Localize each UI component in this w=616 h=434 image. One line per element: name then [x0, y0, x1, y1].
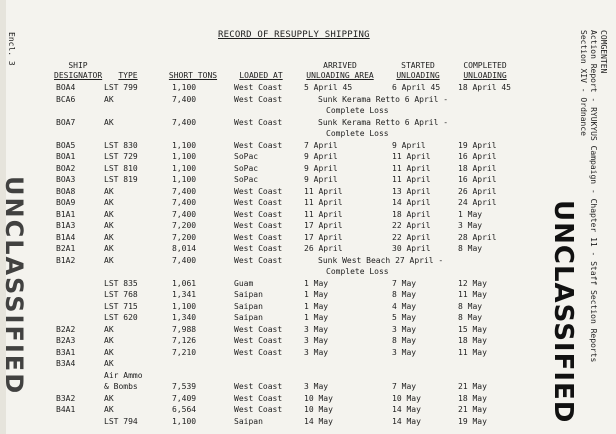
table-cell-loaded: West Coast [234, 209, 283, 219]
table-cell-type: AK [104, 198, 114, 207]
table-cell-arrived: 1 May [304, 313, 329, 322]
table-cell-tons: 1,061 [172, 278, 197, 288]
table-cell-arrived: 3 May [304, 382, 329, 391]
table-cell-type: LST 620 [104, 313, 138, 322]
table-cell-loaded: Saipan [234, 416, 263, 426]
table-cell-started: 4 May [392, 301, 417, 311]
table-cell-arrived: Complete Loss [326, 129, 389, 138]
table-cell-loaded: SoPac [234, 163, 259, 173]
table-cell-type: LST 799 [104, 83, 138, 92]
table-cell-tons: 1,100 [172, 416, 197, 426]
table-cell-started: 14 April [392, 198, 431, 207]
table-cell-loaded: West Coast [234, 232, 283, 242]
table-cell-designator: BOA3 [56, 175, 76, 184]
table-cell-type: AK [104, 347, 114, 357]
table-cell-tons: 7,539 [172, 382, 197, 391]
table-cell-arrived: 1 May [304, 290, 329, 299]
table-cell-designator: B1A4 [56, 232, 76, 242]
table-cell-tons: 1,100 [172, 163, 197, 173]
table-cell-started: 11 April [392, 175, 431, 184]
table-cell-completed: 11 May [458, 347, 487, 357]
table-cell-tons: 1,100 [172, 175, 197, 184]
table-cell-started: 22 April [392, 232, 431, 242]
table-cell-type: LST 768 [104, 290, 138, 299]
table-cell-tons: 7,400 [172, 255, 197, 265]
table-cell-tons: 7,210 [172, 347, 197, 357]
table-cell-arrived: 7 April [304, 140, 338, 150]
table-cell-tons: 1,340 [172, 313, 197, 322]
table-cell-loaded: West Coast [234, 393, 283, 403]
table-cell-loaded: West Coast [234, 83, 283, 92]
side-heading: COMGENTEN [599, 30, 608, 74]
table-cell-completed: 19 May [458, 416, 487, 426]
table-cell-started: 18 April [392, 209, 431, 219]
table-cell-type: LST 835 [104, 278, 138, 288]
enclosure-label: Encl. 3 [7, 32, 16, 66]
table-cell-type: AK [104, 324, 114, 334]
table-cell-loaded: Guam [234, 278, 254, 288]
table-cell-arrived: 17 April [304, 232, 343, 242]
table-cell-loaded: Saipan [234, 301, 263, 311]
header-ship-line1: SHIP [68, 61, 88, 70]
table-cell-started: 14 May [392, 405, 421, 414]
table-cell-loaded: West Coast [234, 186, 283, 196]
table-cell-type: LST 729 [104, 152, 138, 161]
table-cell-completed: 8 May [458, 244, 483, 253]
header-ship-line2: DESIGNATOR [54, 71, 103, 80]
table-cell-designator: B3A1 [56, 347, 76, 357]
table-cell-started: 13 April [392, 186, 431, 196]
table-cell-completed: 18 May [458, 393, 487, 403]
table-cell-type: LST 794 [104, 416, 138, 426]
table-cell-arrived: 17 April [304, 221, 343, 230]
table-cell-tons: 7,988 [172, 324, 197, 334]
table-cell-tons: 8,014 [172, 244, 197, 253]
table-cell-tons: 7,409 [172, 393, 197, 403]
header-loaded-at-label: LOADED AT [239, 71, 283, 80]
table-cell-completed: 21 May [458, 405, 487, 414]
table-cell-started: 3 May [392, 347, 417, 357]
table-cell-completed: 1 May [458, 209, 483, 219]
table-cell-completed: 28 April [458, 232, 497, 242]
table-cell-started: 7 May [392, 278, 417, 288]
table-cell-designator: B2A1 [56, 244, 76, 253]
table-cell-loaded: West Coast [234, 324, 283, 334]
table-cell-arrived: 26 April [304, 244, 343, 253]
table-cell-started: 5 May [392, 313, 417, 322]
table-cell-started: 9 April [392, 140, 426, 150]
table-cell-tons: 1,100 [172, 152, 197, 161]
table-cell-arrived: 3 May [304, 347, 329, 357]
table-cell-loaded: West Coast [234, 255, 283, 265]
table-cell-loaded: West Coast [234, 94, 283, 104]
header-completed-line1: COMPLETED [463, 61, 507, 70]
table-cell-loaded: Saipan [234, 313, 263, 322]
table-cell-type: LST 819 [104, 175, 138, 184]
table-cell-designator: BCA6 [56, 94, 76, 104]
table-cell-type: & Bombs [104, 382, 138, 391]
table-cell-loaded: West Coast [234, 244, 283, 253]
table-cell-loaded: West Coast [234, 382, 283, 391]
table-cell-type: AK [104, 405, 114, 414]
classification-stamp-left: UNCLASSIFIED [0, 176, 28, 396]
table-cell-tons: 1,100 [172, 301, 197, 311]
header-arrived [302, 61, 378, 81]
table-cell-type: AK [104, 221, 114, 230]
table-cell-completed: 16 April [458, 175, 497, 184]
table-cell-type: LST 810 [104, 163, 138, 173]
table-cell-type: AK [104, 244, 114, 253]
table-cell-completed: 18 April [458, 163, 497, 173]
table-cell-started: 14 May [392, 416, 421, 426]
table-cell-completed: 8 May [458, 301, 483, 311]
table-cell-arrived: 9 April [304, 175, 338, 184]
table-cell-arrived: 3 May [304, 336, 329, 345]
table-cell-type: Air Ammo [104, 370, 143, 380]
header-short-tons-label: SHORT TONS [168, 71, 218, 80]
side-section-title: Section XIV - Ordnance [579, 30, 588, 136]
table-cell-completed: 3 May [458, 221, 483, 230]
table-cell-type: AK [104, 117, 114, 127]
table-cell-arrived: 10 May [304, 405, 333, 414]
header-started-line1: STARTED [401, 61, 435, 70]
table-cell-tons: 7,400 [172, 117, 197, 127]
table-cell-arrived: Complete Loss [326, 106, 389, 115]
classification-stamp-right: UNCLASSIFIED [548, 200, 578, 424]
table-cell-completed: 26 April [458, 186, 497, 196]
table-cell-completed: 15 May [458, 324, 487, 334]
header-short-tons [162, 71, 224, 81]
table-cell-arrived: 10 May [304, 393, 333, 403]
table-cell-loaded: West Coast [234, 221, 283, 230]
table-cell-completed: 21 May [458, 382, 487, 391]
table-cell-loaded: Saipan [234, 290, 263, 299]
table-cell-loaded: SoPac [234, 175, 259, 184]
table-cell-designator: BOA5 [56, 140, 76, 150]
table-cell-type: AK [104, 186, 114, 196]
table-cell-started: 8 May [392, 336, 417, 345]
table-cell-arrived: Sunk Kerama Retto 6 April - [318, 94, 449, 104]
table-cell-designator: BOA4 [56, 83, 76, 92]
header-arrived-line1: ARRIVED [323, 61, 357, 70]
table-cell-designator: BOA7 [56, 117, 76, 127]
table-cell-tons: 7,200 [172, 232, 197, 242]
table-cell-arrived: 1 May [304, 278, 329, 288]
table-cell-loaded: West Coast [234, 140, 283, 150]
table-cell-started: 22 April [392, 221, 431, 230]
table-cell-started: 30 April [392, 244, 431, 253]
table-cell-type: AK [104, 255, 114, 265]
table-cell-completed: 18 April 45 [458, 83, 511, 92]
table-cell-arrived: 3 May [304, 324, 329, 334]
table-cell-loaded: West Coast [234, 336, 283, 345]
table-cell-arrived: 14 May [304, 416, 333, 426]
table-cell-started: 7 May [392, 382, 417, 391]
table-cell-designator: BOA8 [56, 186, 76, 196]
table-cell-type: LST 830 [104, 140, 138, 150]
table-cell-loaded: SoPac [234, 152, 259, 161]
table-cell-tons: 7,400 [172, 209, 197, 219]
table-cell-arrived: Sunk West Beach 27 April - [318, 255, 444, 265]
table-cell-tons: 7,400 [172, 186, 197, 196]
table-cell-tons: 7,400 [172, 94, 197, 104]
table-cell-designator: B1A2 [56, 255, 76, 265]
table-cell-arrived: 9 April [304, 163, 338, 173]
table-cell-type: AK [104, 232, 114, 242]
table-cell-loaded: West Coast [234, 347, 283, 357]
table-cell-tons: 6,564 [172, 405, 197, 414]
table-cell-type: AK [104, 359, 114, 368]
table-cell-type: AK [104, 209, 114, 219]
header-started-line2: UNLOADING [396, 71, 440, 80]
table-cell-started: 10 May [392, 393, 421, 403]
table-cell-designator: B2A3 [56, 336, 76, 345]
table-cell-arrived: Complete Loss [326, 267, 389, 276]
header-loaded-at [232, 71, 290, 81]
table-cell-designator: BOA9 [56, 198, 76, 207]
table-cell-started: 11 April [392, 163, 431, 173]
table-cell-designator: BOA2 [56, 163, 76, 173]
table-cell-completed: 8 May [458, 313, 483, 322]
table-cell-type: AK [104, 94, 114, 104]
header-arrived-line2: UNLOADING AREA [306, 71, 374, 80]
table-cell-designator: B1A3 [56, 221, 76, 230]
table-cell-tons: 1,100 [172, 83, 197, 92]
document-title: RECORD OF RESUPPLY SHIPPING [218, 30, 370, 40]
table-cell-arrived: 11 April [304, 198, 343, 207]
table-cell-started: 8 May [392, 290, 417, 299]
table-cell-completed: 19 April [458, 140, 497, 150]
table-cell-completed: 16 April [458, 152, 497, 161]
table-cell-tons: 7,400 [172, 198, 197, 207]
table-cell-designator: B4A1 [56, 405, 76, 414]
table-cell-designator: B2A2 [56, 324, 76, 334]
table-cell-completed: 18 May [458, 336, 487, 345]
table-cell-designator: B1A1 [56, 209, 76, 219]
table-cell-arrived: 11 April [304, 186, 343, 196]
table-cell-tons: 7,126 [172, 336, 197, 345]
header-ship-designator [54, 61, 102, 81]
header-started [392, 61, 444, 81]
table-cell-arrived: 11 April [304, 209, 343, 219]
table-cell-arrived: Sunk Kerama Retto 6 April - [318, 117, 449, 127]
table-cell-completed: 11 May [458, 290, 487, 299]
table-cell-designator: BOA1 [56, 152, 76, 161]
header-completed [456, 61, 514, 81]
table-cell-loaded: West Coast [234, 117, 283, 127]
table-cell-arrived: 1 May [304, 301, 329, 311]
table-cell-started: 3 May [392, 324, 417, 334]
table-cell-started: 6 April 45 [392, 83, 441, 92]
side-report-title: Action Report - RYUKYUS Campaign - Chapter 11 - Staff Section Reports [589, 30, 598, 363]
table-cell-type: AK [104, 393, 114, 403]
table-cell-completed: 24 April [458, 198, 497, 207]
table-cell-type: AK [104, 336, 114, 345]
header-completed-line2: UNLOADING [463, 71, 507, 80]
table-cell-tons: 7,200 [172, 221, 197, 230]
table-cell-loaded: West Coast [234, 405, 283, 414]
table-cell-loaded: West Coast [234, 198, 283, 207]
table-cell-type: LST 715 [104, 301, 138, 311]
table-cell-tons: 1,341 [172, 290, 197, 299]
table-cell-designator: B3A2 [56, 393, 76, 403]
header-type-label: TYPE [118, 71, 138, 80]
table-cell-tons: 1,100 [172, 140, 197, 150]
header-type [108, 71, 148, 81]
table-cell-arrived: 5 April 45 [304, 83, 353, 92]
table-cell-arrived: 9 April [304, 152, 338, 161]
table-cell-completed: 12 May [458, 278, 487, 288]
table-cell-designator: B3A4 [56, 359, 76, 368]
table-cell-started: 11 April [392, 152, 431, 161]
